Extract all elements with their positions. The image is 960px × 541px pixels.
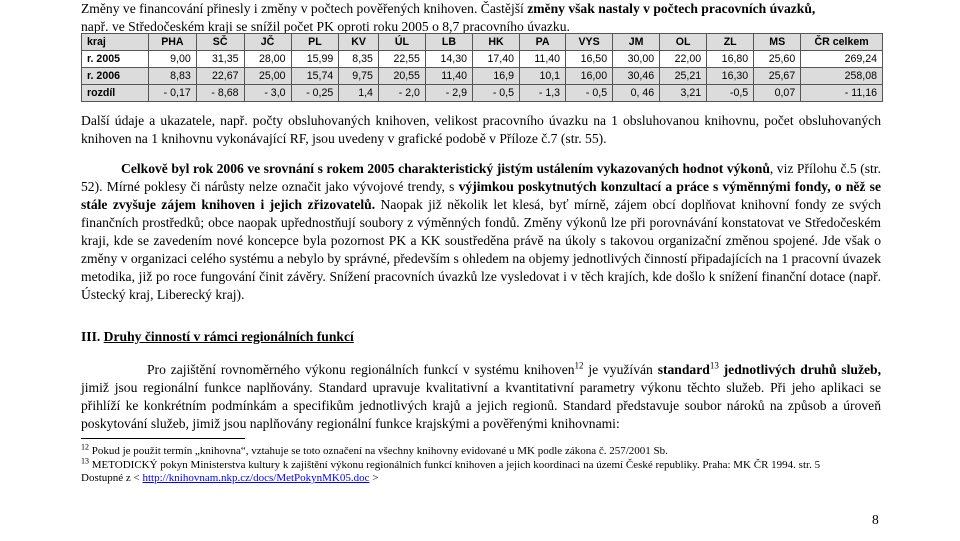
header-cell: PHA <box>149 34 197 51</box>
standard-text-1: Pro zajištění rovnoměrného výkonu regionálních funkcí v systému knihoven <box>147 362 575 377</box>
footnote-number: 12 <box>81 442 89 452</box>
table-cell: 16,9 <box>472 68 519 85</box>
section-title: Druhy činností v rámci regionálních funkcí <box>103 329 354 344</box>
row-label: rozdíl <box>82 85 149 102</box>
table-cell: 3,21 <box>660 85 707 102</box>
summary-bold-2: výjimkou poskytnutých konzultací a práce s výměnnými fondy, o něž se stále zvyšuje zájem knihoven i jejich zřizovatelů. <box>81 179 881 212</box>
row-label: r. 2005 <box>82 51 149 68</box>
table-cell: 31,35 <box>196 51 244 68</box>
page-number: 8 <box>872 512 879 527</box>
footnote-ref-13[interactable]: 13 <box>709 360 719 371</box>
table-cell: 16,30 <box>707 68 754 85</box>
table-cell: 22,55 <box>378 51 425 68</box>
table-cell: 0, 46 <box>613 85 660 102</box>
footnote-text: METODICKÝ pokyn Ministerstva kultury k zajištění výkonu regionálních funkcí knihoven a jejich koordinaci na území České republiky. Praha: MK ČR 1994. str. 5 <box>89 459 821 471</box>
intro-text-1: Změny ve financování přinesly i změny v počtech pověřených knihoven. Častější <box>81 1 528 16</box>
header-cell: VYS <box>566 34 613 51</box>
header-cell: kraj <box>82 34 149 51</box>
table-cell: - 0,25 <box>291 85 339 102</box>
table-cell: - 3,0 <box>244 85 291 102</box>
table-cell: 0,07 <box>754 85 801 102</box>
summary-paragraph <box>81 160 881 304</box>
header-cell: ÚL <box>378 34 425 51</box>
intro-bold-text: změny však nastaly v počtech pracovních úvazků, <box>527 1 816 16</box>
footnote-ref-12[interactable]: 12 <box>574 360 584 371</box>
intro-paragraph <box>81 0 881 36</box>
table-cell: -0,5 <box>707 85 754 102</box>
table-cell: 10,1 <box>520 68 566 85</box>
standard-bold-2: jednotlivých druhů služeb, <box>718 362 881 377</box>
footnote-text: Dostupné z < <box>81 472 143 484</box>
footnote-link[interactable]: http://knihovnam.nkp.cz/docs/MetPokynMK05.doc <box>142 472 370 484</box>
table-cell: 22,00 <box>660 51 707 68</box>
section-heading <box>81 329 354 345</box>
table-cell: 20,55 <box>378 68 425 85</box>
table-row <box>82 68 883 85</box>
footnote-number: 13 <box>81 456 89 466</box>
footnote-13 <box>81 456 881 485</box>
table-cell: 9,75 <box>339 68 379 85</box>
header-cell: JČ <box>244 34 291 51</box>
table-cell: 8,35 <box>339 51 379 68</box>
header-cell: OL <box>660 34 707 51</box>
footnote-divider <box>81 438 245 439</box>
table-cell: 269,24 <box>801 51 883 68</box>
header-cell: KV <box>339 34 379 51</box>
table-cell: 9,00 <box>149 51 197 68</box>
table-cell: 25,60 <box>754 51 801 68</box>
table-cell: - 0,17 <box>149 85 197 102</box>
table-cell: 17,40 <box>472 51 519 68</box>
table-cell: - 11,16 <box>801 85 883 102</box>
table-cell: 16,50 <box>566 51 613 68</box>
table-row <box>82 51 883 68</box>
table-cell: - 0,5 <box>566 85 613 102</box>
table-cell: 30,00 <box>613 51 660 68</box>
table-header-row <box>82 34 883 51</box>
table-cell: - 0,5 <box>472 85 519 102</box>
section-number: III. <box>81 329 104 344</box>
header-cell: LB <box>425 34 472 51</box>
summary-text-2: Naopak již několik let klesá, byť mírně, zájem obcí doplňovat knihovní fondy ze svých finančních prostředků; obce naopak upřednostňují soubory z výměnných fondů. Změny výkonů lze při porovnávání konstatovat ve Středočeském kraji, kde se zavedením nové koncepce byla pozornost PK a KK soustředěna právě na úkoly s takovou organizační změnou spojené. Jde však o změny v organizaci celého systému a nebylo by správné, především s ohledem na objemy jednotlivých činností připadajících na 1 pracovní úvazek metodika, již po roce fungování činit závěry. Snížení pracovních úvazků lze vysledovat i v těch krajích, kde došlo k snížení finanční dotace (např. Ústecký kraj, Liberecký kraj). <box>81 197 881 302</box>
standard-text-2: je využíván <box>583 362 658 377</box>
header-cell: PL <box>291 34 339 51</box>
data-paragraph: Další údaje a ukazatele, např. počty obsluhovaných knihoven, velikost pracovního úvazku na 1 obsluhovanou knihovnu, počet obsluhovaných knihoven na 1 knihovnu vykonávající RF, jsou uvedeny v grafické podobě v Příloze č.7 (str. 55). <box>81 113 881 146</box>
footnote-text: > <box>369 472 379 484</box>
table-cell: 22,67 <box>196 68 244 85</box>
table-row <box>82 85 883 102</box>
header-cell: ČR celkem <box>801 34 883 51</box>
row-label: r. 2006 <box>82 68 149 85</box>
table-cell: - 8,68 <box>196 85 244 102</box>
table-cell: - 1,3 <box>520 85 566 102</box>
table-cell: 1,4 <box>339 85 379 102</box>
table-cell: 16,80 <box>707 51 754 68</box>
intro-text-2: např. ve Středočeském kraji se snížil počet PK oproti roku 2005 o 8,7 pracovního úvazku. <box>81 19 570 34</box>
table-cell: 25,00 <box>244 68 291 85</box>
summary-text-1: , viz Přílohu č.5 (str. 52). Mírné poklesy či nárůsty nelze označit jako vývojové trendy, s <box>81 161 881 194</box>
table-cell: 15,99 <box>291 51 339 68</box>
table-cell: 28,00 <box>244 51 291 68</box>
standard-paragraph <box>81 361 881 433</box>
table-cell: 11,40 <box>520 51 566 68</box>
table-cell: 16,00 <box>566 68 613 85</box>
table-cell: 30,46 <box>613 68 660 85</box>
header-cell: MS <box>754 34 801 51</box>
header-cell: HK <box>472 34 519 51</box>
table-cell: 11,40 <box>425 68 472 85</box>
table-cell: 25,21 <box>660 68 707 85</box>
header-cell: JM <box>613 34 660 51</box>
staff-table <box>81 33 883 102</box>
table-cell: 14,30 <box>425 51 472 68</box>
table-cell: - 2,9 <box>425 85 472 102</box>
table-cell: - 2,0 <box>378 85 425 102</box>
footnote-text: Pokud je použit termín „knihovna“, vztahuje se toto označení na všechny knihovny evidované u MK podle zákona č. 257/2001 Sb. <box>89 445 668 457</box>
table-cell: 15,74 <box>291 68 339 85</box>
summary-bold-1: Celkově byl rok 2006 ve srovnání s rokem 2005 charakteristický jistým ustálením vykazovaných hodnot výkonů <box>121 161 770 176</box>
table-cell: 8,83 <box>149 68 197 85</box>
header-cell: SČ <box>196 34 244 51</box>
table-cell: 25,67 <box>754 68 801 85</box>
table-cell: 258,08 <box>801 68 883 85</box>
header-cell: ZL <box>707 34 754 51</box>
standard-text-3: jimiž jsou regionální funkce naplňovány. Standard upravuje kvalitativní a kvantitativní parametry výkonu těchto služeb. Při jeho aplikaci se přihlíží ke konkrétním podmínkám a specifikům jednotlivých krajů a jejich regionů. Standard představuje soubor nároků na způsob a úroveň poskytování služeb, jimiž jsou naplňovány regionální funkce krajskými a pověřenými knihovnami: <box>81 380 881 431</box>
standard-bold-1: standard <box>657 362 710 377</box>
footnote-12 <box>81 442 881 458</box>
header-cell: PA <box>520 34 566 51</box>
